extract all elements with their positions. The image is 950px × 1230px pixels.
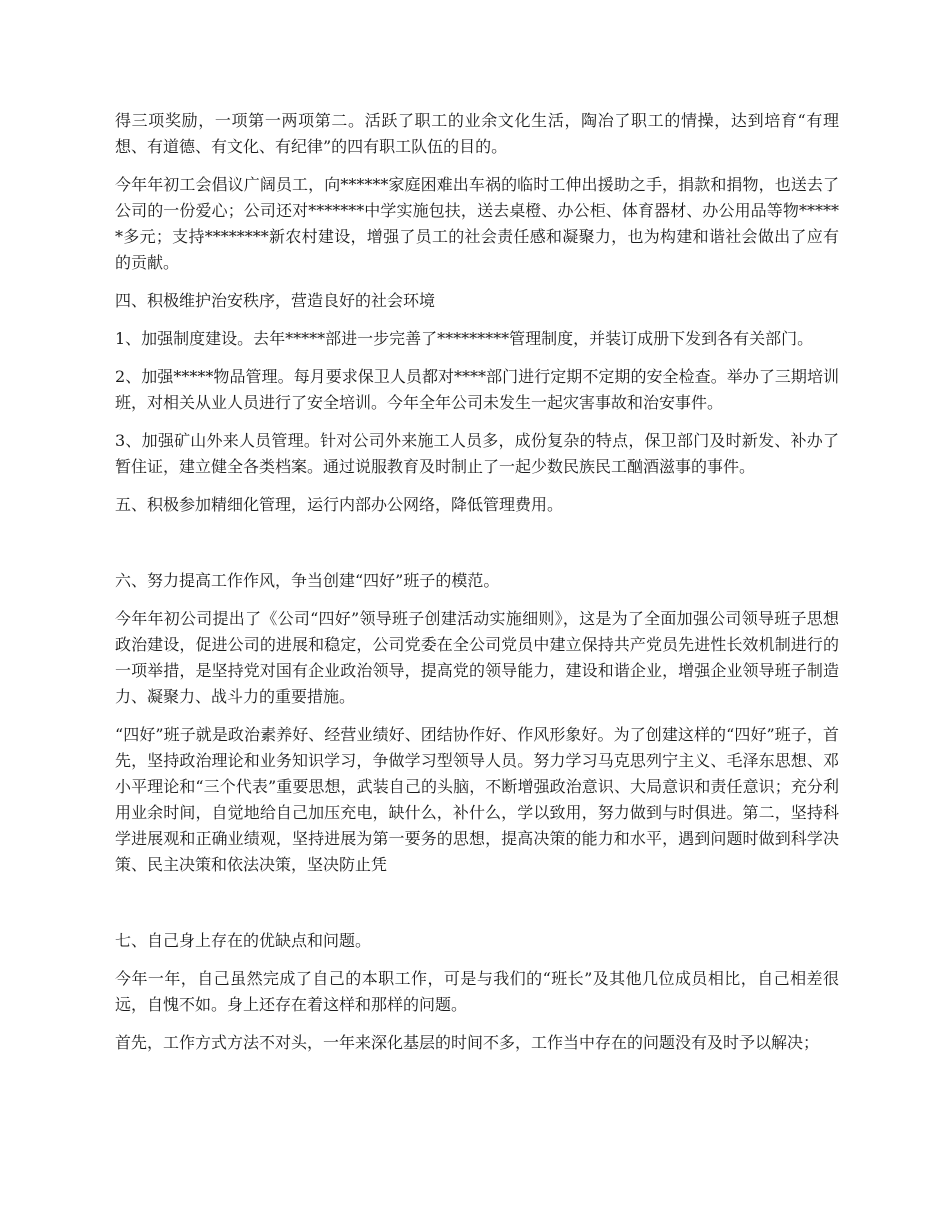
document-page	[115, 108, 839, 1068]
paragraph-self-review: 今年一年，自己虽然完成了自己的本职工作，可是与我们的“班长”及其他几位成员相比，自己相差很远，自愧不如。身上还存在着这样和那样的问题。	[115, 969, 839, 1014]
section-heading-5: 五、积极参加精细化管理，运行内部办公网络，降低管理费用。	[115, 495, 564, 514]
paragraph-four-good-rules: 今年年初公司提出了《公司“四好”领导班子创建活动实施细则》，这是为了全面加强公司领导班子思想政治建设，促进公司的进展和稳定，公司党委在全公司党员中建立保持共产党员先进性长效机制进行的一项举措，是坚持党对国有企业政治领导，提高党的领导能力，建设和谐企业，增强企业领导班子制造力、凝聚力、战斗力的重要措施。	[115, 609, 839, 706]
paragraph-awards: 得三项奖励，一项第一两项第二。活跃了职工的业余文化生活，陶冶了职工的情操，达到培育“有理想、有道德、有文化、有纪律”的四有职工队伍的目的。	[115, 111, 839, 156]
paragraph-problems-first: 首先，工作方式方法不对头，一年来深化基层的时间不多，工作当中存在的问题没有及时予以解决；	[115, 1033, 820, 1052]
paragraph-four-good-team: “四好”班子就是政治素养好、经营业绩好、团结协作好、作风形象好。为了创建这样的“四好”班子，首先，坚持政治理论和业务知识学习，争做学习型领导人员。努力学习马克思列宁主义、毛泽东思想、邓小平理论和“三个代表”重要思想，武装自己的头脑，不断增强政治意识、大局意识和责任意识；充分利用业余时间，自觉地给自己加压充电，缺什么，补什么，学以致用，努力做到与时俱进。第二，坚持科学进展观和正确业绩观，坚持进展为第一要务的思想，提高决策的能力和水平，遇到问题时做到科学决策、民主决策和依法决策，坚决防止凭	[115, 725, 839, 874]
blank-space	[115, 530, 839, 568]
paragraph-union-donation: 今年年初工会倡议广阔员工，向******家庭困难出车祸的临时工伸出援助之手，捐款和捐物，也送去了公司的一份爱心；公司还对*******中学实施包扶，送去桌橙、办公柜、体育器材、办公用品等物******多元；支持********新农村建设，增强了员工的社会责任感和凝聚力，也为构建和谐社会做出了应有的贡献。	[115, 175, 839, 272]
paragraph-item-3: 3、加强矿山外来人员管理。针对公司外来施工人员多，成份复杂的特点，保卫部门及时新发、补办了暂住证，建立健全各类档案。通过说服教育及时制止了一起少数民族民工酗酒滋事的事件。	[115, 431, 839, 476]
paragraph-item-1: 1、加强制度建设。去年*****部进一步完善了*********管理制度，并装订成册下发到各有关部门。	[115, 329, 814, 348]
section-heading-4: 四、积极维护治安秩序，营造良好的社会环境	[115, 291, 436, 310]
section-heading-7: 七、自己身上存在的优缺点和问题。	[115, 931, 372, 950]
paragraph-item-2: 2、加强*****物品管理。每月要求保卫人员都对****部门进行定期不定期的安全检查。举办了三期培训班，对相关从业人员进行了安全培训。今年全年公司未发生一起灾害事故和治安事件。	[115, 367, 839, 412]
blank-space	[115, 890, 839, 928]
section-heading-6: 六、努力提高工作作风，争当创建“四好”班子的模范。	[115, 571, 500, 590]
